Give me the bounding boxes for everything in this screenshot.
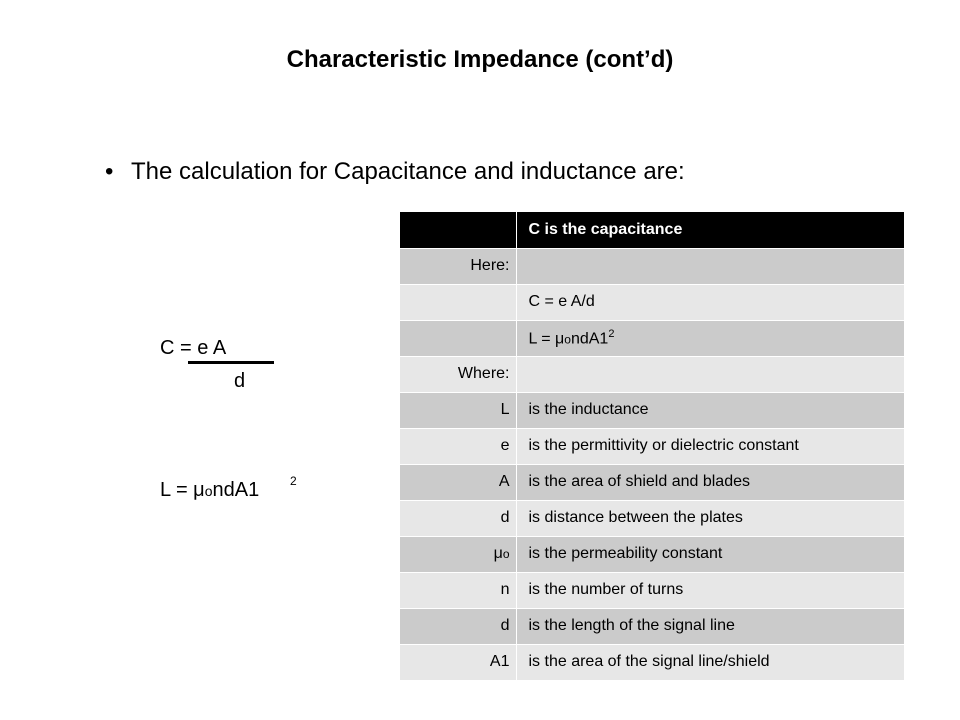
- table-key-cell: Where:: [400, 356, 516, 392]
- table-value-cell: [516, 320, 904, 356]
- table-key-cell: A1: [400, 644, 516, 680]
- table-row: [400, 572, 904, 608]
- slide-title: Characteristic Impedance (cont’d): [286, 46, 674, 73]
- table-value-cell: C = e A/d: [516, 284, 904, 320]
- formula-rest: ndA1: [570, 330, 609, 348]
- table-row: [400, 608, 904, 644]
- formula-prefix: L = μ: [528, 330, 565, 348]
- capacitance-formula-numerator: C = e A: [160, 337, 227, 359]
- inductance-formula-prefix: L = μ: [160, 479, 205, 501]
- table-row: [400, 356, 904, 392]
- mu-symbol: μ: [493, 545, 503, 562]
- table-value-cell: is the permeability constant: [516, 536, 904, 572]
- table-row: [400, 392, 904, 428]
- table-value-cell: is the length of the signal line: [516, 608, 904, 644]
- table-row: [400, 536, 904, 572]
- mu-subscript: o: [502, 547, 510, 561]
- table-value-cell: [516, 248, 904, 284]
- formula-subscript: o: [564, 332, 571, 347]
- table-value-cell: [516, 356, 904, 392]
- inductance-formula-superscript: 2: [290, 474, 297, 488]
- table-row: [400, 644, 904, 680]
- table-key-cell: [400, 320, 516, 356]
- table-key-cell: L: [400, 392, 516, 428]
- table-row: [400, 248, 904, 284]
- table-row: [400, 320, 904, 356]
- table-key-cell: A: [400, 464, 516, 500]
- table-value-cell: is the inductance: [516, 392, 904, 428]
- table-key-cell: [400, 212, 516, 248]
- table-value-cell: is distance between the plates: [516, 500, 904, 536]
- capacitance-formula-denominator: d: [234, 370, 246, 392]
- table-key-cell: e: [400, 428, 516, 464]
- formula-superscript: 2: [608, 327, 615, 340]
- table-key-cell: [400, 536, 516, 572]
- table-key-cell: Here:: [400, 248, 516, 284]
- table-header-row: [400, 212, 904, 248]
- table-value-cell: C is the capacitance: [516, 212, 904, 248]
- inductance-formula-subscript: o: [204, 483, 213, 499]
- table-key-cell: d: [400, 608, 516, 644]
- bullet-text: The calculation for Capacitance and inductance are:: [131, 158, 685, 185]
- table-row: [400, 284, 904, 320]
- table-key-cell: d: [400, 500, 516, 536]
- inductance-formula: [160, 479, 259, 502]
- table-value-cell: is the number of turns: [516, 572, 904, 608]
- table-key-cell: n: [400, 572, 516, 608]
- bullet-item: [105, 158, 685, 186]
- definitions-table: [400, 212, 904, 681]
- table-value-cell: is the area of shield and blades: [516, 464, 904, 500]
- bullet-marker: •: [105, 158, 114, 185]
- table-row: [400, 500, 904, 536]
- table-key-cell: [400, 284, 516, 320]
- inductance-formula-rest: ndA1: [212, 479, 260, 501]
- table-value-cell: is the permittivity or dielectric constant: [516, 428, 904, 464]
- table-row: [400, 464, 904, 500]
- fraction-bar: [188, 361, 274, 364]
- table-value-cell: is the area of the signal line/shield: [516, 644, 904, 680]
- table-row: [400, 428, 904, 464]
